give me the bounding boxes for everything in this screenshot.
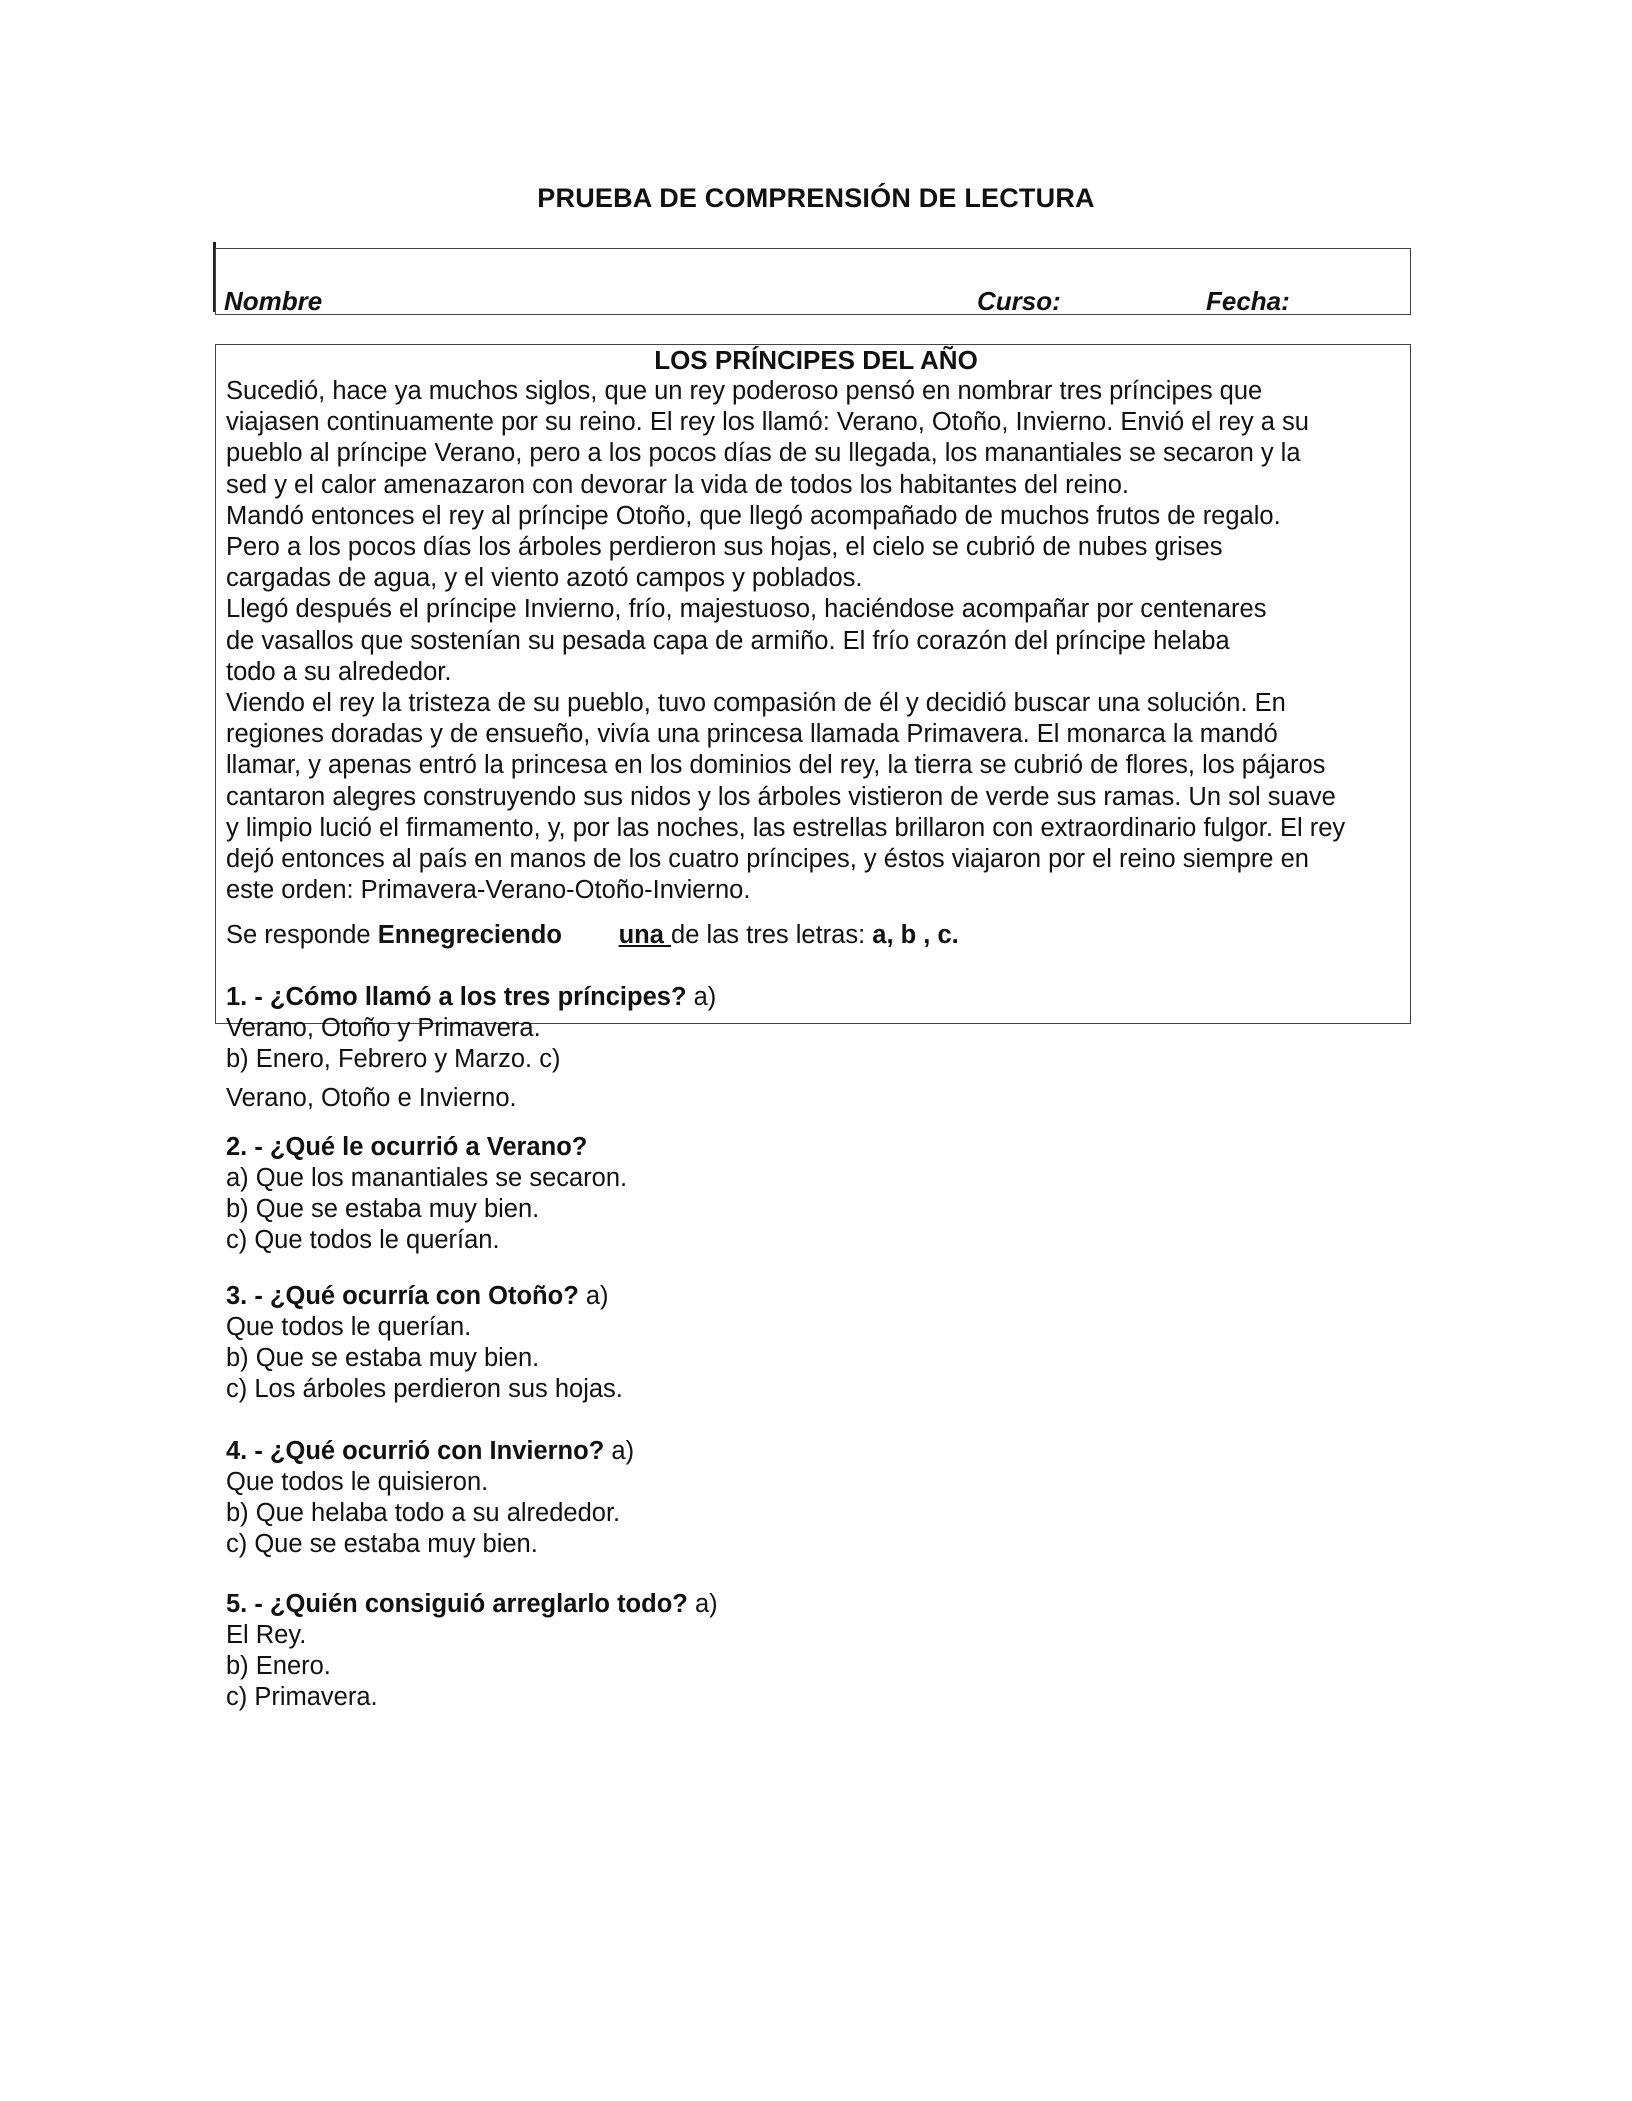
story-line: todo a su alrededor. <box>226 657 452 686</box>
question-1 <box>226 982 716 1114</box>
question-title: 4. - ¿Qué ocurrió con Invierno? <box>226 1437 605 1465</box>
question-title: 2. - ¿Qué le ocurrió a Verano? <box>226 1133 588 1161</box>
curso-label: Curso: <box>977 286 1061 316</box>
option-a-text[interactable]: a) Que los manantiales se secaron. <box>226 1164 628 1192</box>
answer-instructions <box>226 921 959 950</box>
story-line: sed y el calor amenazaron con devorar la vida de todos los habitantes del reino. <box>226 470 1129 499</box>
option-b-text[interactable]: b) Que se estaba muy bien. <box>226 1195 540 1223</box>
story-line: Llegó después el príncipe Invierno, frío, majestuoso, haciéndose acompañar por centenares <box>226 595 1267 624</box>
instr-letters: a, b , c. <box>865 921 959 949</box>
question-2 <box>226 1132 627 1256</box>
option-c-text[interactable]: Verano, Otoño e Invierno. <box>226 1084 517 1112</box>
document-title: PRUEBA DE COMPRENSIÓN DE LECTURA <box>537 183 1095 213</box>
story-line: viajasen continuamente por su reino. El rey los llamó: Verano, Otoño, Invierno. Envió el rey a su <box>226 408 1309 437</box>
question-3 <box>226 1281 623 1405</box>
option-a-marker[interactable]: a) <box>578 1282 609 1310</box>
story-line: cantaron alegres construyendo sus nidos y los árboles vistieron de verde sus ramas. Un sol suave <box>226 782 1336 811</box>
option-a-marker[interactable]: a) <box>686 983 717 1011</box>
story-body <box>226 376 1406 906</box>
story-line: llamar, y apenas entró la princesa en los dominios del rey, la tierra se cubrió de flores, los pájaros <box>226 751 1326 780</box>
story-line: Sucedió, hace ya muchos siglos, que un rey poderoso pensó en nombrar tres príncipes que <box>226 377 1263 405</box>
story-line: Pero a los pocos días los árboles perdieron sus hojas, el cielo se cubrió de nubes grises <box>226 533 1223 562</box>
option-a-text[interactable]: Verano, Otoño y Primavera. <box>226 1014 541 1042</box>
option-a-text[interactable]: Que todos le quisieron. <box>226 1468 489 1496</box>
option-b-text[interactable]: b) Que helaba todo a su alrededor. <box>226 1499 621 1527</box>
question-5 <box>226 1589 718 1713</box>
option-a-marker[interactable]: a) <box>687 1590 718 1618</box>
option-a-marker[interactable]: a) <box>604 1437 635 1465</box>
option-a-text[interactable]: El Rey. <box>226 1621 307 1649</box>
option-b-text[interactable]: b) Enero. <box>226 1652 331 1680</box>
question-title: 1. - ¿Cómo llamó a los tres príncipes? <box>226 983 687 1011</box>
story-line: pueblo al príncipe Verano, pero a los pocos días de su llegada, los manantiales se secaron y la <box>226 439 1301 468</box>
story-line: cargadas de agua, y el viento azotó campos y poblados. <box>226 564 863 593</box>
instr-underlined-word: una <box>618 921 672 949</box>
story-line: de vasallos que sostenían su pesada capa de armiño. El frío corazón del príncipe helaba <box>226 626 1230 655</box>
instr-prefix: Se responde <box>226 921 378 949</box>
option-c-text[interactable]: c) Que se estaba muy bien. <box>226 1530 538 1558</box>
option-c-text[interactable]: c) Primavera. <box>226 1683 378 1711</box>
question-title: 5. - ¿Quién consiguió arreglarlo todo? <box>226 1590 688 1618</box>
nombre-label: Nombre <box>224 286 323 316</box>
story-line: Viendo el rey la tristeza de su pueblo, tuvo compasión de él y decidió buscar una solución. En <box>226 689 1286 718</box>
option-b-text[interactable]: b) Enero, Febrero y Marzo. c) <box>226 1045 561 1073</box>
option-a-text[interactable]: Que todos le querían. <box>226 1313 472 1341</box>
question-title: 3. - ¿Qué ocurría con Otoño? <box>226 1282 579 1310</box>
story-line: y limpio lució el firmamento, y, por las noches, las estrellas brillaron con extraordinario fulgor. El rey <box>226 813 1346 842</box>
instr-middle: de las tres letras: <box>671 921 866 949</box>
story-line: dejó entonces al país en manos de los cuatro príncipes, y éstos viajaron por el reino siempre en <box>226 845 1309 874</box>
option-c-text[interactable]: c) Que todos le querían. <box>226 1226 500 1254</box>
story-title: LOS PRÍNCIPES DEL AÑO <box>654 345 978 375</box>
story-line: regiones doradas y de ensueño, vivía una princesa llamada Primavera. El monarca la mandó <box>226 720 1278 749</box>
story-line: este orden: Primavera-Verano-Otoño-Invierno. <box>226 876 751 905</box>
story-line: Mandó entonces el rey al príncipe Otoño, que llegó acompañado de muchos frutos de regalo. <box>226 501 1281 530</box>
instr-bold-word: Ennegreciendo <box>377 921 562 949</box>
fecha-label: Fecha: <box>1206 286 1290 316</box>
option-c-text[interactable]: c) Los árboles perdieron sus hojas. <box>226 1375 623 1403</box>
question-4 <box>226 1436 634 1560</box>
instr-gap <box>562 921 619 949</box>
option-b-text[interactable]: b) Que se estaba muy bien. <box>226 1344 540 1372</box>
